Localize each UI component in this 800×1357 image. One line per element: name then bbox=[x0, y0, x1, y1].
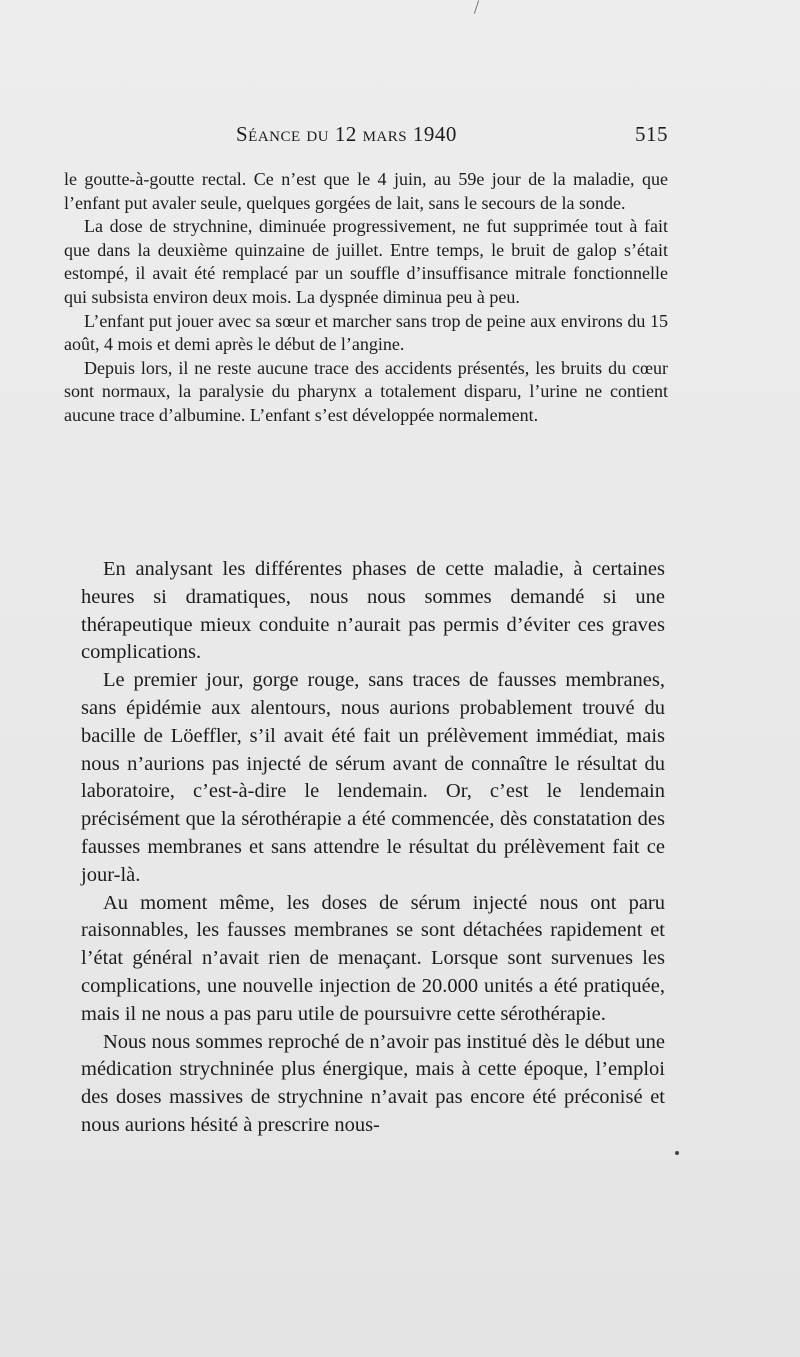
discussion-text bbox=[81, 556, 665, 1140]
header-title bbox=[236, 122, 457, 147]
running-header bbox=[236, 122, 668, 154]
paragraph: Nous nous sommes reproché de n’avoir pas institué dès le début une médication strychninée plus énergique, mais à cette époque, l’emploi des doses massives de strychnine n’avait pas encore été préconisé et nous aurions hésité à prescrire nous- bbox=[81, 1030, 665, 1136]
scan-mark bbox=[474, 0, 479, 14]
paragraph: le goutte-à-goutte rectal. Ce n’est que le 4 juin, au 59e jour de la maladie, que l’enfant put avaler seule, quelques gorgées de lait, sans le secours de la sonde. bbox=[64, 169, 668, 213]
paragraph: La dose de strychnine, diminuée progressivement, ne fut supprimée tout à fait que dans la deuxième quinzaine de juillet. Entre temps, le bruit de galop s’était estompé, il avait été remplacé par un souffle d’insuffisance mitrale fonctionnelle qui subsista environ deux mois. La dyspnée diminua peu à peu. bbox=[64, 216, 668, 307]
header-title-prefix: Séance du bbox=[236, 122, 330, 146]
paragraph: En analysant les différentes phases de cette maladie, à certaines heures si dramatiques, nous nous sommes demandé si une thérapeutique mieux conduite n’aurait pas permis d’éviter ces graves complications. bbox=[81, 558, 665, 664]
paragraph: Le premier jour, gorge rouge, sans traces de fausses membranes, sans épidémie aux alentours, nous aurions probablement trouvé du bacille de Löeffler, s’il avait été fait un prélèvement immédiat, mais nous n’aurions pas injecté de sérum avant de connaître le résultat du laboratoire, c’est-à-dire le lendemain. Or, c’est le lendemain précisément que la sérothérapie a été commencée, dès constatation des fausses membranes et sans attendre le résultat du prélèvement fait ce jour-là. bbox=[81, 669, 665, 886]
page-number: 515 bbox=[635, 122, 668, 146]
paragraph: Depuis lors, il ne reste aucune trace des accidents présentés, les bruits du cœur sont normaux, la paralysie du pharynx a totalement disparu, l’urine ne contient aucune trace d’albumine. L’enfant s’est développée normalement. bbox=[64, 357, 668, 425]
paragraph: Au moment même, les doses de sérum injecté nous ont paru raisonnables, les fausses membranes se sont détachées rapidement et l’état général n’avait rien de menaçant. Lorsque sont survenues les complications, une nouvelle injection de 20.000 unités a été pratiquée, mais il ne nous a pas paru utile de poursuivre cette sérothérapie. bbox=[81, 891, 665, 1025]
case-report-continuation bbox=[64, 168, 668, 428]
paragraph: L’enfant put jouer avec sa sœur et marcher sans trop de peine aux environs du 15 août, 4 mois et demi après le début de l’angine. bbox=[64, 310, 668, 355]
header-title-month: mars bbox=[362, 122, 408, 146]
header-title-day: 12 bbox=[334, 122, 357, 146]
margin-mark bbox=[675, 1151, 679, 1155]
header-title-year: 1940 bbox=[412, 122, 457, 146]
